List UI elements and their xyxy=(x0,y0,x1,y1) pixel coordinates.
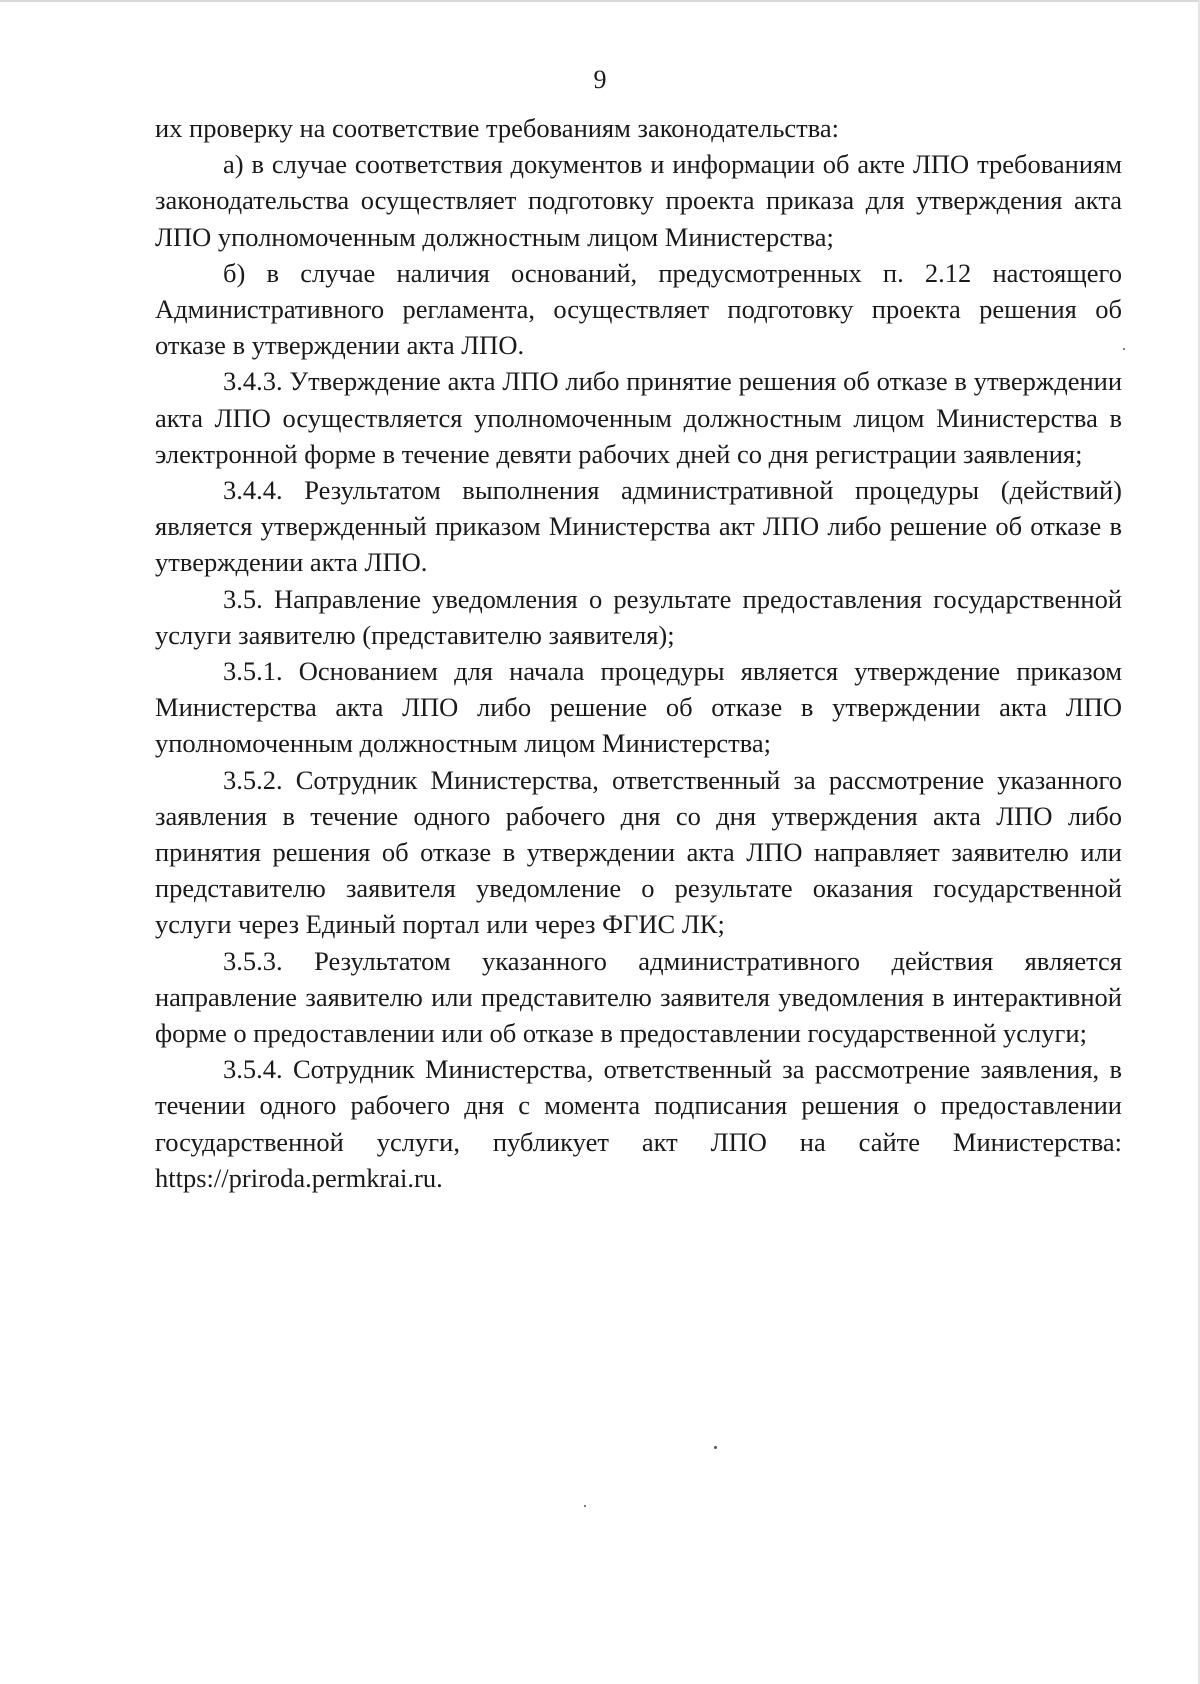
paragraph-3-4-4: 3.4.4. Результатом выполнения административной процедуры (действий) является утвержденный приказом Министерства акт ЛПО либо решение об отказе в утверждении акта ЛПО. xyxy=(155,475,1122,578)
page-number: 9 xyxy=(593,65,607,94)
document-body xyxy=(155,110,1122,1196)
scan-top-edge xyxy=(0,0,1200,2)
paragraph-3-5-2: 3.5.2. Сотрудник Министерства, ответственный за рассмотрение указанного заявления в течение одного рабочего дня со дня утверждения акта ЛПО либо принятия решения об отказе в утверждении акта ЛПО направляет заявителю или представителю заявителя уведомление о результате оказания государственной услуги через Единый портал или через ФГИС ЛК; xyxy=(155,764,1122,940)
paragraph-3-5-4: 3.5.4. Сотрудник Министерства, ответственный за рассмотрение заявления, в течении одного рабочего дня с момента подписания решения о предоставлении государственной услуги, публикует акт ЛПО на сайте Министерства: https://priroda.permkrai.ru. xyxy=(155,1054,1122,1193)
paragraph-intro: их проверку на соответствие требованиям законодательства: xyxy=(155,113,840,143)
paragraph-3-5-1: 3.5.1. Основанием для начала процедуры является утверждение приказом Министерства акта ЛПО либо решение об отказе в утверждении акта ЛПО уполномоченным должностным лицом Министерства; xyxy=(155,656,1122,759)
scan-speck xyxy=(714,1446,717,1449)
scan-speck xyxy=(584,1505,586,1507)
paragraph-item-b: б) в случае наличия оснований, предусмотренных п. 2.12 настоящего Административного регламента, осуществляет подготовку проекта решения об отказе в утверждении акта ЛПО. xyxy=(155,257,1122,361)
paragraph-item-a: а) в случае соответствия документов и информации об акте ЛПО требованиям законодательства осуществляет подготовку проекта приказа для утверждения акта ЛПО уполномоченным должностным лицом Министерства; xyxy=(155,149,1122,252)
paragraph-3-5-3: 3.5.3. Результатом указанного административного действия является направление заявителю или представителю заявителя уведомления в интерактивной форме о предоставлении или об отказе в предоставлении государственной услуги; xyxy=(155,945,1122,1049)
paragraph-3-4-3: 3.4.3. Утверждение акта ЛПО либо принятие решения об отказе в утверждении акта ЛПО осуществляется уполномоченным должностным лицом Министерства в электронной форме в течение девяти рабочих дней со дня регистрации заявления; xyxy=(155,366,1122,469)
paragraph-3-5: 3.5. Направление уведомления о результате предоставления государственной услуги заявителю (представителю заявителя); xyxy=(155,583,1122,650)
scan-speck xyxy=(1123,348,1125,350)
